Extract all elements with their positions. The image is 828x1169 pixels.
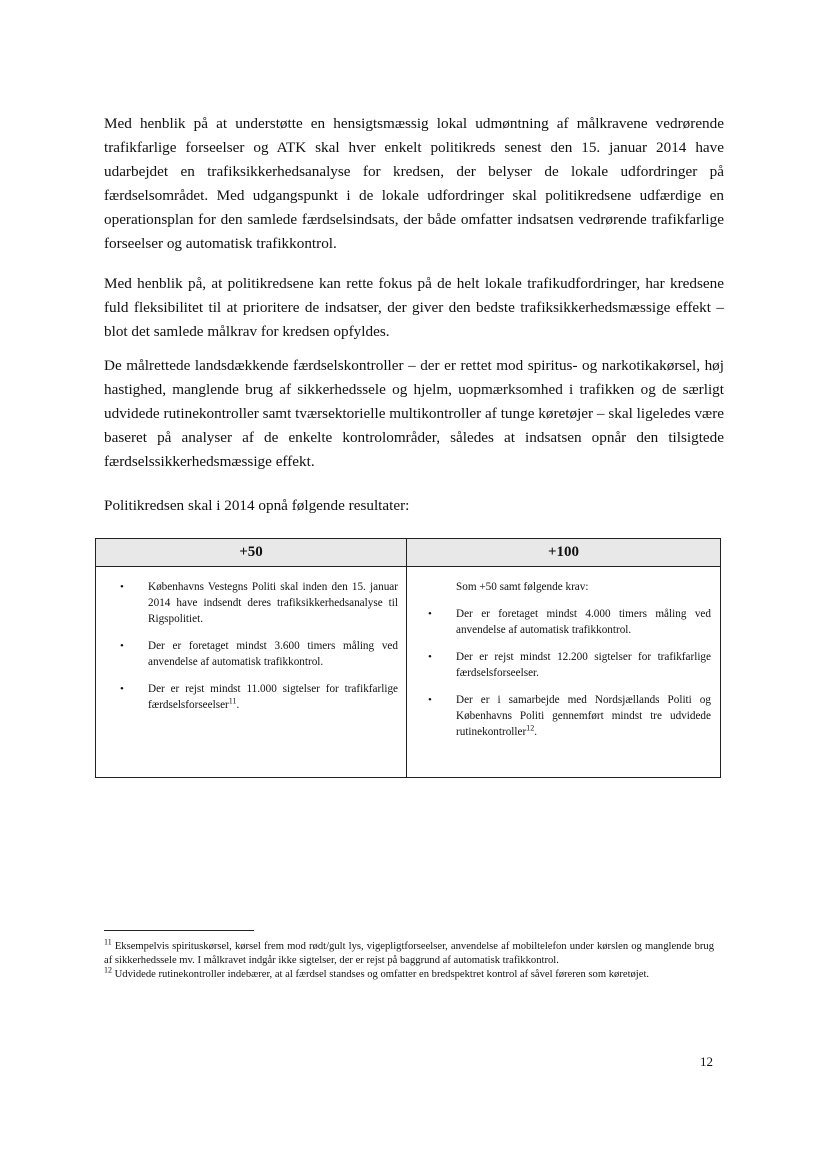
- table-header-row: [96, 539, 720, 567]
- paragraph-flexibility: Med henblik på, at politikredsene kan rette fokus på de helt lokale trafikudfordringer, har kredsene fuld fleksibilitet til at prioritere de indsatser, der giver den bedste trafiksikkerhedsmæssige effekt – blot det samlede målkrav for kredsen opfyldes.: [104, 275, 724, 340]
- bullet-icon: •: [120, 683, 124, 695]
- list-item: • Der er rejst mindst 11.000 sigtelser for trafikfarlige færdselsforseelser$^{11}$.: [120, 683, 398, 711]
- footnote-separator: [104, 930, 254, 931]
- column-divider: [406, 539, 407, 777]
- paragraph-results-intro: Politikredsen skal i 2014 opnå følgende resultater:: [104, 497, 410, 514]
- requirements-list-50: [118, 579, 398, 713]
- paragraph-national-controls: De målrettede landsdækkende færdselskontroller – der er rettet mod spiritus- og narkotikakørsel, høj hastighed, manglende brug af sikkerhedssele og hjelm, uopmærksomhed i trafikken og de særligt udvidede rutinekontroller samt tværsektorielle multikontroller af tunge køretøjer – skal ligeledes være baseret på analyser af de enkelte kontrolområder, således at indsatsen opnår den tilsigtede færdselssikkerhedsmæssige effekt.: [104, 357, 724, 470]
- header-plus-100: +100: [547, 544, 580, 560]
- header-plus-50: +50: [239, 544, 263, 560]
- list-item: • Københavns Vestegns Politi skal inden den 15. januar 2014 have indsendt deres trafiksikkerhedsanalyse til Rigspolitiet.: [120, 581, 398, 625]
- list-item: • Der er i samarbejde med Nordsjællands Politi og Københavns Politi gennemført mindst tre udvidede rutinekontroller$^{12}$.: [428, 694, 711, 738]
- footnote-ref[interactable]: 12: [526, 723, 535, 733]
- footnote-ref[interactable]: 11: [228, 696, 237, 706]
- footnote-12: $^{12}$ Udvidede rutinekontroller indebærer, at al færdsel standses og omfatter en bredspektret kontrol af såvel føreren som køretøjet.: [104, 965, 650, 980]
- bullet-icon: •: [428, 694, 432, 706]
- bullet-icon: •: [120, 640, 124, 652]
- list-item: • Der er foretaget mindst 4.000 timers måling ved anvendelse af automatisk trafikkontrol.: [428, 608, 711, 636]
- cell-lead-text: Som +50 samt følgende krav:: [456, 581, 589, 593]
- page-number: 12: [700, 1054, 713, 1069]
- requirements-list-100: [426, 606, 711, 740]
- footnotes: [104, 937, 714, 983]
- paragraph-analysis: Med henblik på at understøtte en hensigtsmæssig lokal udmøntning af målkravene vedrørende trafikfarlige forseelser og ATK skal hver enkelt politikreds senest den 15. januar 2014 have udarbejdet en trafiksikkerhedsanalyse for kredsen, der belyser de lokale udfordringer på færdselsområdet. Med udgangspunkt i de lokale udfordringer skal politikredsene udfærdige en operationsplan for den samlede færdselsindsats, der både omfatter indsatsen vedrørende trafikfarlige forseelser og automatisk trafikkontrol.: [104, 115, 724, 252]
- results-table: [95, 538, 721, 778]
- list-item: • Der er foretaget mindst 3.600 timers måling ved anvendelse af automatisk trafikkontrol.: [120, 640, 398, 668]
- bullet-icon: •: [428, 608, 432, 620]
- bullet-icon: •: [120, 581, 124, 593]
- cell-plus-50: [118, 579, 398, 724]
- list-item: • Der er rejst mindst 12.200 sigtelser for trafikfarlige færdselsforseelser.: [428, 651, 711, 679]
- footnote-11: $^{11}$ Eksempelvis spirituskørsel, kørsel frem mod rødt/gult lys, vigepligtforseelser, anvendelse af mobiltelefon under kørslen og manglende brug af sikkerhedssele mv. I målkravet indgår ikke sigtelser, der er rejst på baggrund af automatisk trafikkontrol.: [104, 937, 714, 966]
- cell-plus-100: [426, 579, 711, 751]
- bullet-icon: •: [428, 651, 432, 663]
